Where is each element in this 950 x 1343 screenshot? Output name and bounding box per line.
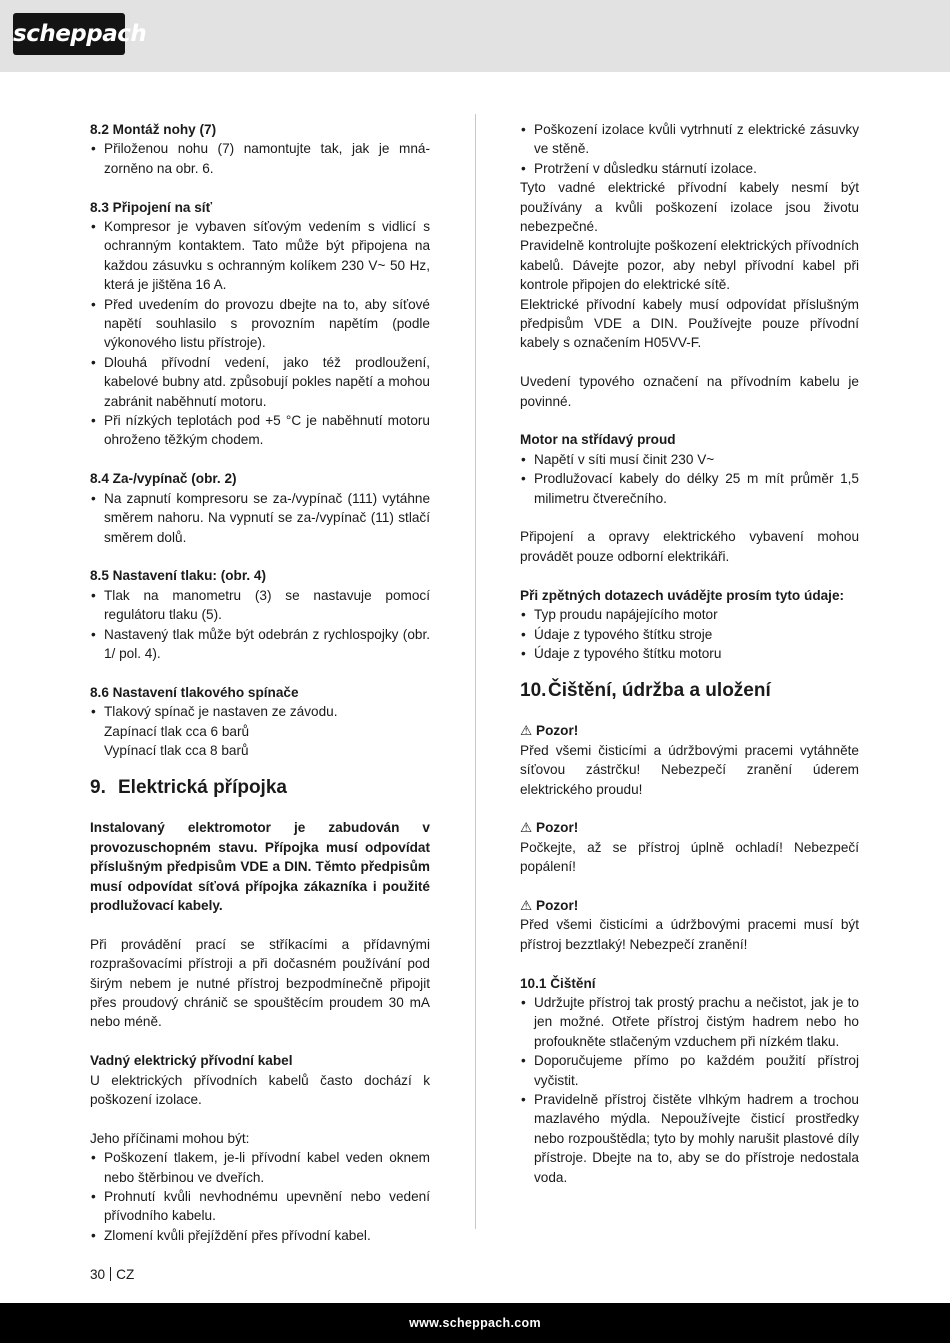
list-item: • Prohnutí kvůli nevhodnému upevnění nebo vedení přívodního kabelu. <box>90 1187 430 1226</box>
footer-bar <box>0 1303 950 1343</box>
warning-icon: ⚠ <box>520 820 533 836</box>
page-number <box>90 1265 134 1284</box>
section-8-5-heading: 8.5 Nastavení tlaku: (obr. 4) <box>90 568 267 584</box>
right-column <box>520 120 859 1187</box>
brand-logo[interactable]: scheppach <box>13 13 125 55</box>
warning-3-heading <box>520 896 859 915</box>
ac-motor-heading: Motor na střídavý proud <box>520 432 676 448</box>
section-9-title: Elektrická přípojka <box>118 777 287 799</box>
page-number-value: 30 <box>90 1267 106 1282</box>
list-item: • Protržení v důsledku stárnutí izolace. <box>520 159 859 178</box>
warning-label: Pozor! <box>536 820 579 836</box>
section-8-3-heading: 8.3 Připojení na síť <box>90 199 213 215</box>
defective-cable-heading: Vadný elektrický přívodní kabel <box>90 1053 293 1069</box>
paragraph: Připojení a opravy elektrického vybavení mohou provádět pouze odborní elektrikáři. <box>520 529 859 564</box>
list-item: • Tlakový spínač je nastaven ze závodu. <box>90 702 430 721</box>
queries-heading: Při zpětných dotazech uvádějte prosím tyto údaje: <box>520 587 845 603</box>
section-10-1-list <box>520 993 859 1187</box>
paragraph: Uvedení typového označení na přívodním kabelu je povinné. <box>520 374 859 409</box>
queries-list <box>520 605 859 663</box>
warning-2-heading <box>520 818 859 837</box>
left-column <box>90 120 430 1245</box>
header-bar <box>0 0 950 72</box>
warning-1-text: Před všemi čisticími a údržbovými pracemi vytáhněte síťovou zástrčku! Nebezpečí zranění úderem elektrického proudu! <box>520 742 859 797</box>
list-item: • Doporučujeme přímo po každém použití přístroj vyčistit. <box>520 1051 859 1090</box>
language-code: CZ <box>116 1267 135 1282</box>
list-item: • Pravidelně přístroj čistěte vlhkým hadrem a trochou mazlavého mýdla. Nepoužívejte čisticí prostředky nebo rozpouštědla; tyto by mohly narušit plastové díly přístroje. Dbejte na to, aby se do přístroje nedostala voda. <box>520 1090 859 1187</box>
column-divider <box>475 114 476 1229</box>
list-item: • Tlak na manometru (3) se nastavuje pomocí regulátoru tlaku (5). <box>90 586 430 625</box>
warning-3-text: Před všemi čisticími a údržbovými pracemi musí být přístroj bezztlaký! Nebezpečí zranění! <box>520 917 859 952</box>
section-8-2-list <box>90 139 430 178</box>
list-item: • Dlouhá přívodní vedení, jako též prodloužení, kabelové bubny atd. způsobují pokles napětí a mohou zabránit naběhnutí motoru. <box>90 353 430 411</box>
list-item: • Údaje z typového štítku stroje <box>520 625 859 644</box>
list-item: • Napětí v síti musí činit 230 V~ <box>520 450 859 469</box>
list-item: • Před uvedením do provozu dbejte na to, aby síťové napětí souhlasilo s provozním napětím (podle výkonového listu přístroje). <box>90 295 430 353</box>
section-8-6-heading: 8.6 Nastavení tlakového spínače <box>90 684 299 700</box>
list-item: • Údaje z typového štítku motoru <box>520 644 859 663</box>
section-10-title: Čištění, údržba a uložení <box>548 680 771 702</box>
section-8-4-list <box>90 489 430 547</box>
warning-label: Pozor! <box>536 723 579 739</box>
warning-label: Pozor! <box>536 897 579 913</box>
list-item: • Přiloženou nohu (7) namontujte tak, jak je mnázorněno na obr. 6. <box>90 139 430 178</box>
ac-motor-list <box>520 450 859 508</box>
cut-out-pressure: Vypínací tlak cca 8 barů <box>104 742 249 758</box>
warning-icon: ⚠ <box>520 723 533 739</box>
website-link[interactable]: www.scheppach.com <box>409 1316 541 1330</box>
section-8-2-heading: 8.2 Montáž nohy (7) <box>90 122 217 137</box>
paragraph: Pravidelně kontrolujte poškození elektrických přívodních kabelů. Dávejte pozor, aby nebyl přívodní kabel při kontrole připojen do elektrické sítě. <box>520 238 859 293</box>
list-item: • Poškození izolace kvůli vytrhnutí z elektrické zásuvky ve stěně. <box>520 120 859 159</box>
warning-icon: ⚠ <box>520 897 533 913</box>
cut-in-pressure: Zapínací tlak cca 6 barů <box>104 723 250 739</box>
section-10-heading <box>520 679 859 703</box>
section-10-number: 10. <box>520 680 547 702</box>
causes-intro: Jeho příčinami mohou být: <box>90 1130 250 1146</box>
section-8-6-list <box>90 702 430 721</box>
section-9-heading <box>90 776 430 800</box>
causes-list-continued <box>520 120 859 178</box>
causes-list <box>90 1148 430 1245</box>
section-9-intro: Instalovaný elektromotor je zabudován v provozuschopném stavu. Přípojka musí odpovídat příslušným předpisům VDE a DIN. Těmto předpisům musí odpovídat síťová přípojka zákazníka i použité prodlužovací kabely. <box>90 820 430 913</box>
list-item: • Poškození tlakem, je-li přívodní kabel veden oknem nebo štěrbinou ve dveřích. <box>90 1148 430 1187</box>
section-9-paragraph: Při provádění prací se stříkacími a přídavnými rozprašovacími přístroji a při dočasném používání pod širým nebem je nutné přístroj bezpodmínečně připojit přes proudový chránič se spouštěcím proudem 30 mA nebo méně. <box>90 936 430 1030</box>
warning-2-text: Počkejte, až se přístroj úplně ochladí! Nebezpečí popálení! <box>520 839 859 875</box>
section-8-3-list <box>90 217 430 450</box>
paragraph: Tyto vadné elektrické přívodní kabely nesmí být používány a kvůli poškození izolace jsou životu nebezpečné. <box>520 180 859 235</box>
list-item: • Prodlužovací kabely do délky 25 m mít průměr 1,5 milimetru čtverečního. <box>520 469 859 508</box>
list-item: • Udržujte přístroj tak prostý prachu a nečistot, jak je to jen možné. Otřete přístroj čistým hadrem nebo ho profoukněte stlačeným vzduchem při nízkém tlaku. <box>520 993 859 1051</box>
list-item: • Zlomení kvůli přejíždění přes přívodní kabel. <box>90 1226 430 1245</box>
section-8-4-heading: 8.4 Za-/vypínač (obr. 2) <box>90 471 237 487</box>
defective-cable-paragraph: U elektrických přívodních kabelů často dochází k poškození izolace. <box>90 1072 430 1107</box>
section-9-number: 9. <box>90 777 106 799</box>
list-item: • Při nízkých teplotách pod +5 °C je naběhnutí motoru ohroženo těžkým chodem. <box>90 411 430 450</box>
warning-1-heading <box>520 721 859 740</box>
list-item: • Nastavený tlak může být odebrán z rychlospojky (obr. 1/ pol. 4). <box>90 625 430 664</box>
list-item: • Kompresor je vybaven síťovým vedením s vidlicí s ochranným kontaktem. Tato může být připojena na každou zásuvku s ochranným kolíkem 230 V~ 50 Hz, která je jištěna 16 A. <box>90 217 430 295</box>
page-separator <box>110 1267 111 1281</box>
section-10-1-heading: 10.1 Čištění <box>520 975 596 991</box>
paragraph: Elektrické přívodní kabely musí odpovídat příslušným předpisům VDE a DIN. Používejte pouze přívodní kabely s označením H05VV-F. <box>520 296 859 351</box>
list-item: • Na zapnutí kompresoru se za-/vypínač (111) vytáhne směrem nahoru. Na vypnutí se za-/vypínač (11) stlačí směrem dolů. <box>90 489 430 547</box>
list-item: • Typ proudu napájejícího motor <box>520 605 859 624</box>
section-8-5-list <box>90 586 430 664</box>
